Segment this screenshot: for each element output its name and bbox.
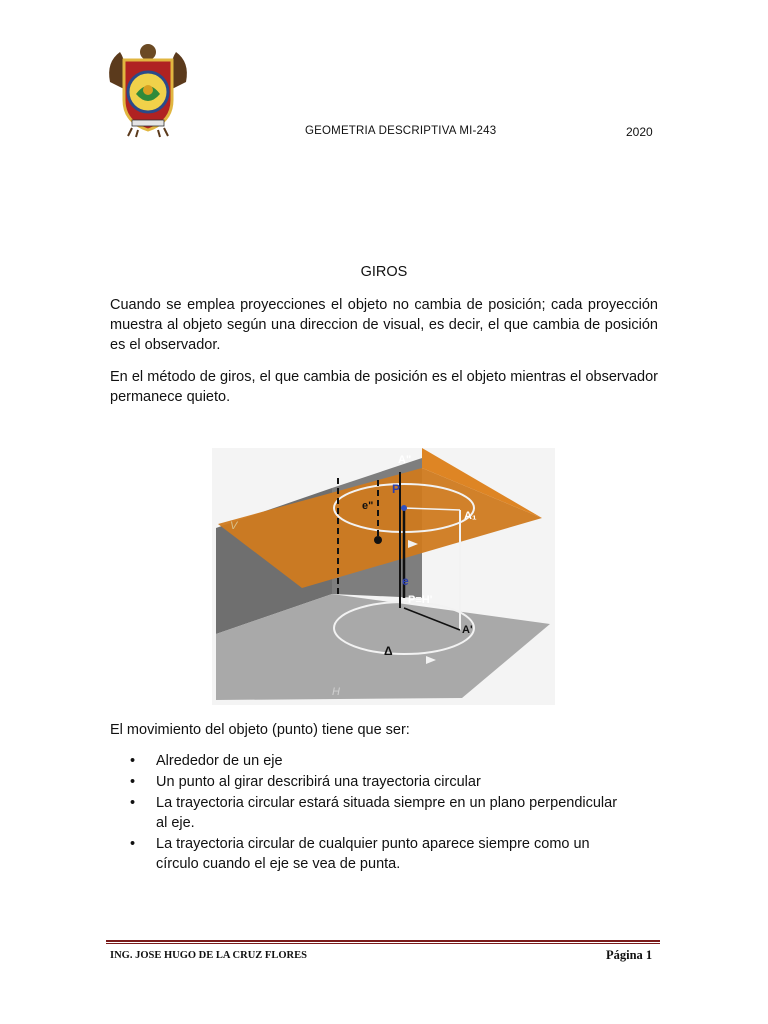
label-plane-h: H <box>332 686 340 698</box>
lead-text: El movimiento del objeto (punto) tiene que ser: <box>110 722 410 738</box>
label-p: P <box>392 482 401 496</box>
list-item: • Alrededor de un eje <box>130 753 283 769</box>
course-header: GEOMETRIA DESCRIPTIVA MI-243 <box>305 125 497 137</box>
bullet-icon: • <box>130 795 136 811</box>
label-e: e <box>402 574 409 588</box>
bullet-list <box>110 751 630 875</box>
footer-page-number: Página 1 <box>606 948 653 962</box>
label-p-equiv-h: P≡H' <box>408 594 433 606</box>
label-e-double-prime: e" <box>362 500 374 512</box>
label-a-double-prime: A" <box>398 454 412 466</box>
label-a-prime: A' <box>462 624 473 636</box>
paragraph-2: En el método de giros, el que cambia de posición es el objeto mientras el observador permanece quieto. <box>110 369 658 405</box>
list-item: • La trayectoria circular estará situada siempre en un plano perpendicular al eje. <box>130 795 618 831</box>
bullet-icon: • <box>130 836 136 852</box>
label-a1: A₁ <box>464 510 477 522</box>
footer-rule-thin <box>106 943 660 944</box>
bullet-icon: • <box>130 774 136 790</box>
footer-rule <box>106 940 660 942</box>
list-item: • Un punto al girar describirá una trayectoria circular <box>130 774 481 790</box>
label-delta: Δ <box>384 644 393 658</box>
list-item: • La trayectoria circular de cualquier punto aparece siempre como un círculo cuando el eje se vea de punta. <box>130 836 590 872</box>
university-crest-icon <box>106 42 190 138</box>
bullet-icon: • <box>130 753 136 769</box>
header-year: 2020 <box>626 125 653 139</box>
paragraph-1: Cuando se emplea proyecciones el objeto no cambia de posición; cada proyección muestra al objeto según una direccion de visual, es decir, el que cambia de posición es el observador. <box>110 297 658 353</box>
section-title: GIROS <box>360 264 408 280</box>
rotation-diagram <box>212 448 555 705</box>
footer-author: ING. JOSE HUGO DE LA CRUZ FLORES <box>110 950 307 961</box>
label-plane-v: V <box>230 520 238 532</box>
